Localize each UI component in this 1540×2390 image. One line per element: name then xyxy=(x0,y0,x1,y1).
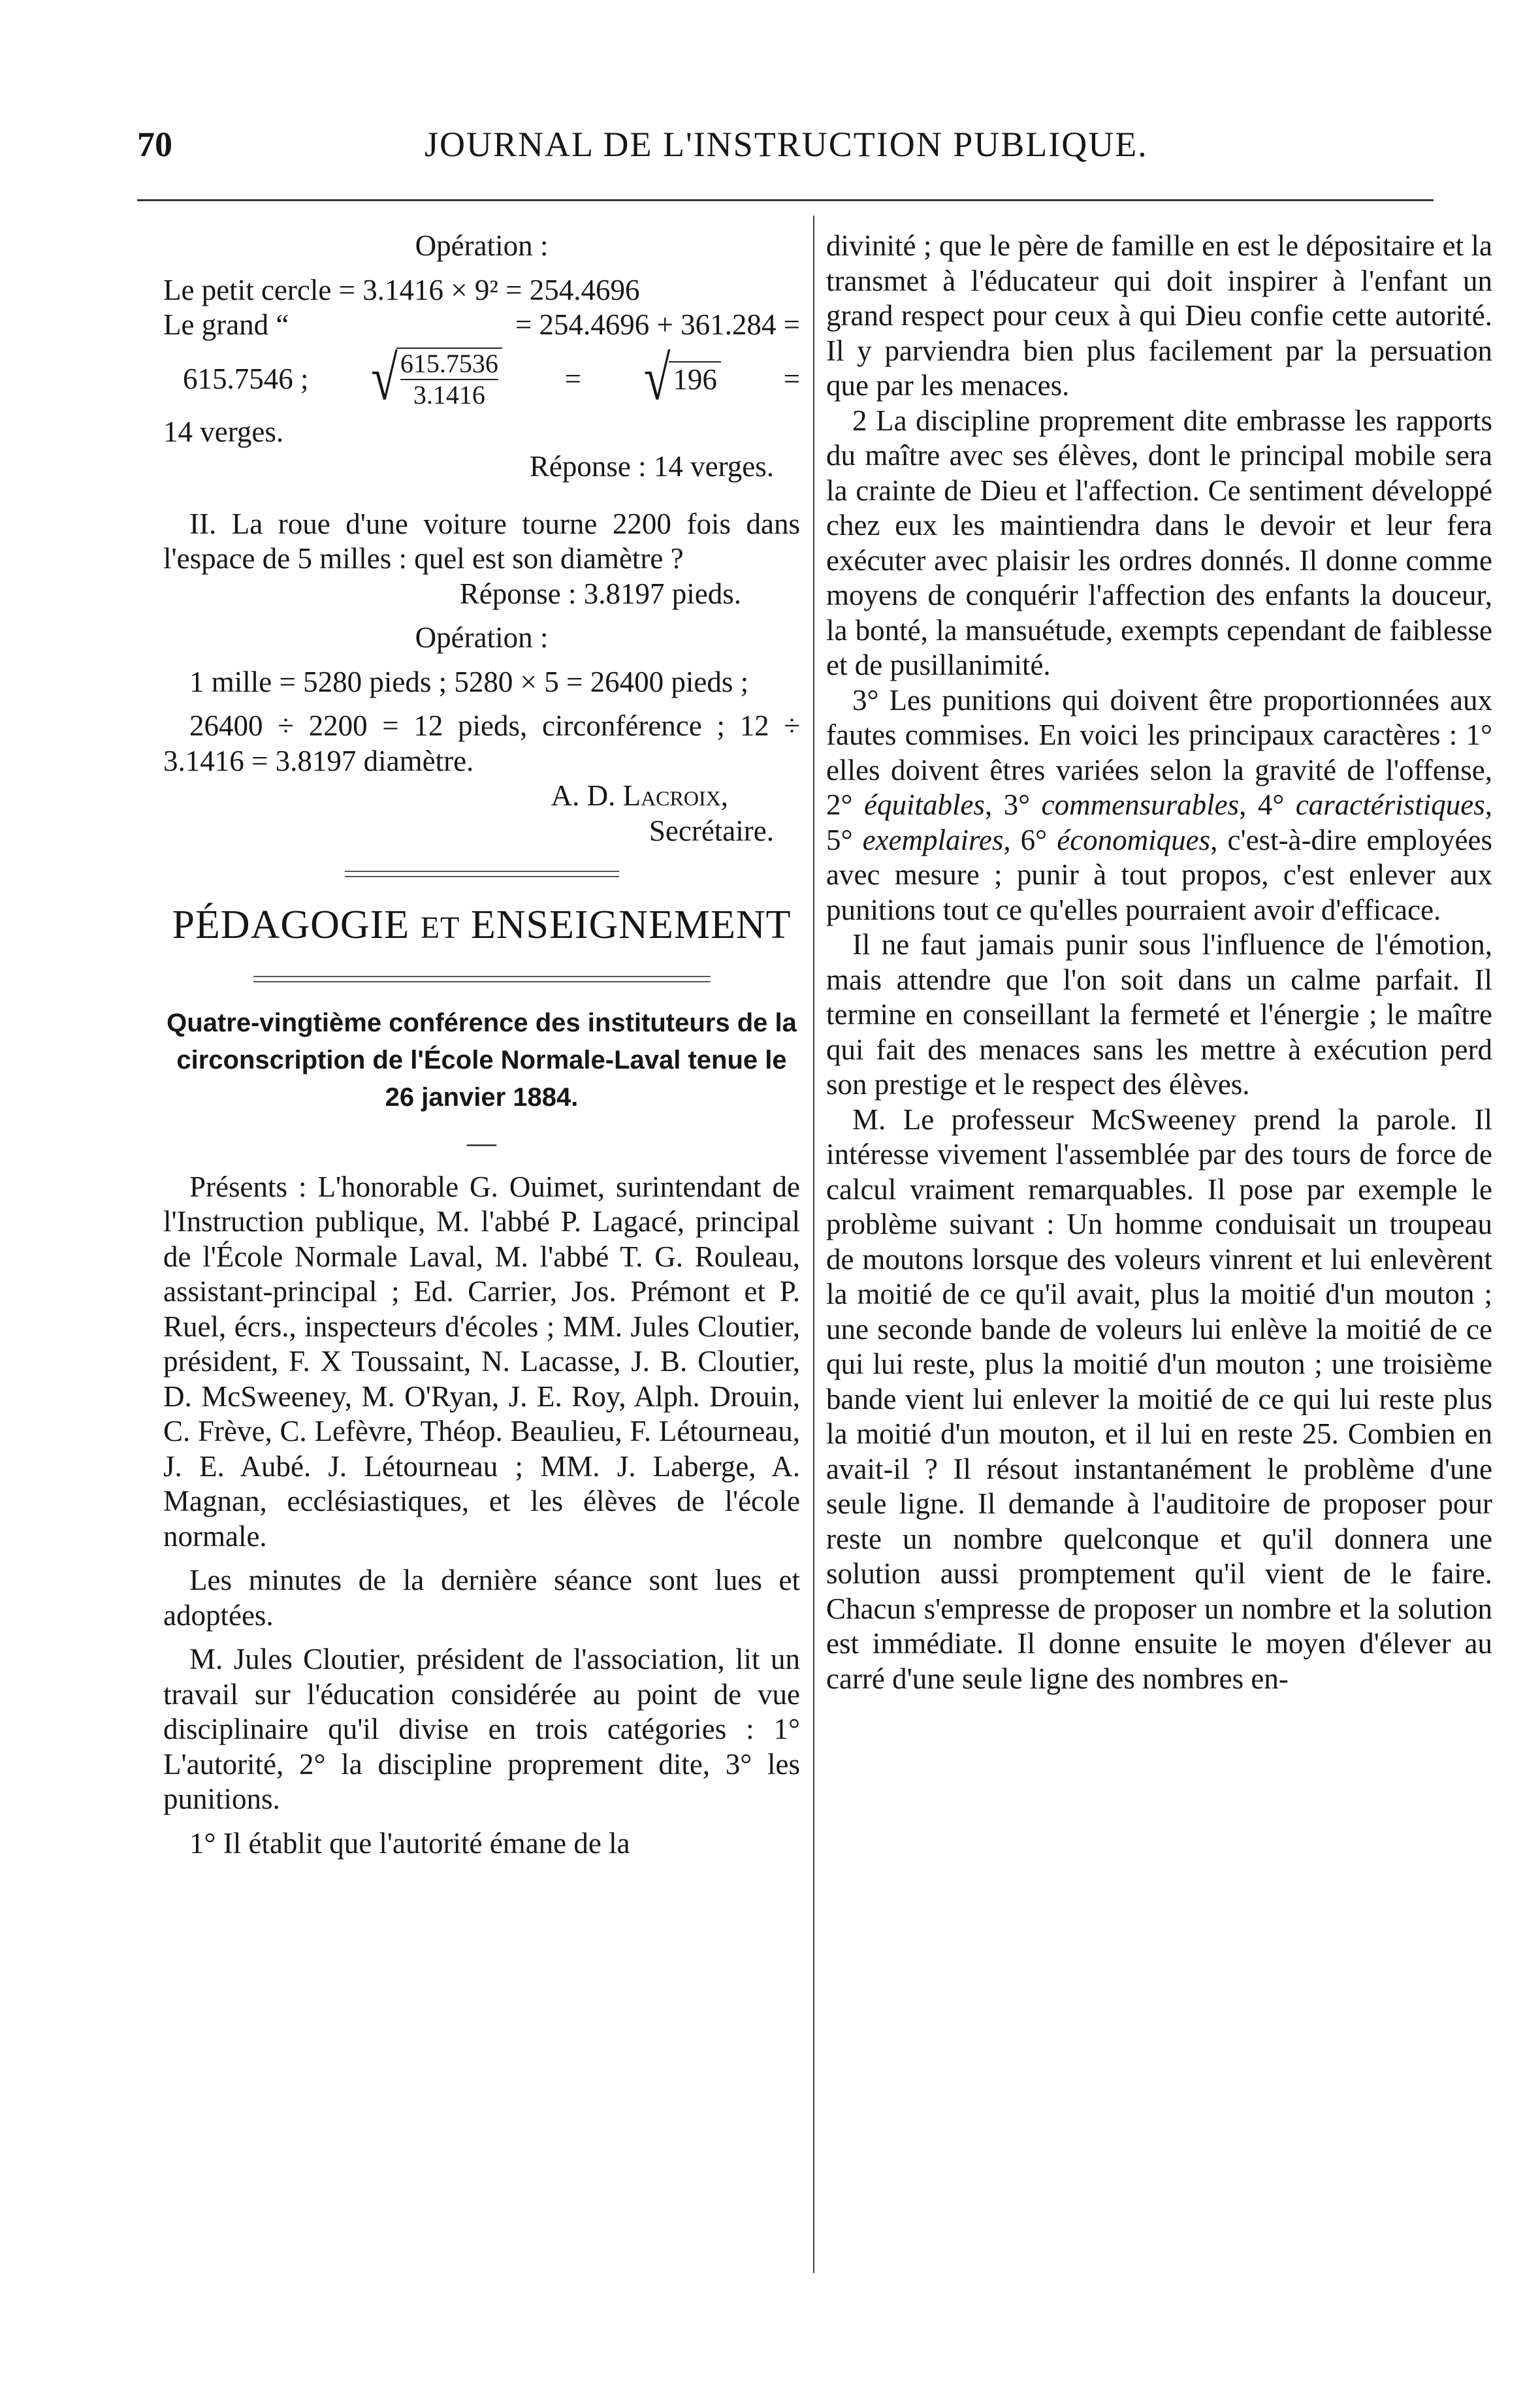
left-column xyxy=(163,229,800,2253)
dash-separator: — xyxy=(467,1126,496,1159)
header-rule xyxy=(137,199,1434,201)
running-head xyxy=(137,124,1176,176)
radical-fraction xyxy=(371,344,502,413)
radical-value xyxy=(643,344,721,413)
signature-name: A. D. Lacroix, xyxy=(551,779,728,812)
section-title-word: PÉDAGOGIE xyxy=(172,903,410,947)
section-separator xyxy=(253,976,711,982)
paragraph: Présents : L'honorable G. Ouimet, surintendant de l'Instruction publique, M. l'abbé P. Lagacé, principal de l'École Normale Laval, M. l'abbé T. G. Rouleau, assistant-principal ; Ed. Carrier, Jos. Prémont et P. Ruel, écrs., inspecteurs d'écoles ; MM. Jules Cloutier, président, F. X Toussaint, N. Lacasse, J. B. Cloutier, D. McSweeney, M. O'Ryan, J. E. Roy, Alph. Drouin, C. Frève, C. Lefèvre, Théop. Beaulieu, F. Létourneau, J. E. Aubé. J. Létourneau ; MM. J. Laberge, A. Magnan, ecclésiastiques, et les élèves de l'école normale. xyxy=(163,1170,800,1553)
paragraph: divinité ; que le père de famille en est le dépositaire et la transmet à l'éducateur qui doit inspirer à l'enfant un grand respect pour ceux à qui Dieu confie cette autorité. Il y parviendra bien plus facilement par la persuation que par les menaces. xyxy=(826,229,1492,402)
equals-sign: = xyxy=(783,362,800,395)
section-title-word: ENSEIGNEMENT xyxy=(470,903,792,947)
operation-text: Le grand “ xyxy=(163,308,289,341)
operation-line: Le petit cercle = 3.1416 × 9² = 254.4696 xyxy=(163,273,640,306)
fraction-denominator: 3.1416 xyxy=(413,379,485,410)
operation-line xyxy=(163,308,800,343)
journal-title: JOURNAL DE L'INSTRUCTION PUBLIQUE. xyxy=(425,125,1148,164)
paragraph: 3° Les punitions qui doivent être proportionnées aux fautes commises. En voici les principaux caractères : 1° elles doivent êtres variées selon la gravité de l'offense, 2° équitables, 3° commensurables, 4° caractéristiques, 5° exemplaires, 6° économiques, c'est-à-dire employées avec mesure ; punir à tout propos, c'est enlever aux punitions tout ce qu'elles pourraient avoir d'efficace. xyxy=(826,683,1493,926)
equals-sign: = xyxy=(564,362,581,395)
operation-heading: Opération : xyxy=(415,229,549,262)
fraction-numerator: 615.7536 xyxy=(400,349,498,380)
answer-line: Réponse : 3.8197 pieds. xyxy=(459,577,741,610)
signature-title: Secrétaire. xyxy=(649,814,774,847)
paragraph: Les minutes de la dernière séance sont lues et adoptées. xyxy=(163,1564,800,1632)
section-title-word: ET xyxy=(420,911,460,945)
answer-line: Réponse : 14 verges. xyxy=(529,450,774,483)
paragraph: 1° Il établit que l'autorité émane de la xyxy=(189,1826,630,1860)
operation-text: = 254.4696 + 361.284 = xyxy=(515,308,800,341)
paragraph: Il ne faut jamais punir sous l'influence de l'émotion, mais attendre que l'on soit dans un calme parfait. Il termine en conseillant la fermeté et l'énergie ; le maître qui fait des menaces sans les mettre à exécution perd son prestige et le respect des élèves. xyxy=(826,928,1492,1101)
radical-sign: √ xyxy=(643,344,671,413)
operation-text: 1 mille = 5280 pieds ; 5280 × 5 = 26400 pieds ; xyxy=(189,665,749,698)
paragraph: M. Le professeur McSweeney prend la parole. Il intéresse vivement l'assemblée par des tours de force de calcul vraiment remarquables. Il pose par exemple le problème suivant : Un homme conduisait un troupeau de moutons lorsque des voleurs vinrent et lui enlevèrent la moitié de ce qu'il avait, plus la moitié d'un mouton ; une seconde bande de voleurs lui enlève la moitié de ce qui lui reste, plus la moitié d'un mouton ; une troisième bande vient lui enlever la moitié de ce qui lui reste plus la moitié d'un mouton, et il lui en reste 25. Combien en avait-il ? Il résout instantanément le problème d'une seule ligne. Il demande à l'auditoire de proposer pour reste un nombre quelconque et qu'il donnera une solution aussi promptement qu'il vient de le faire. Chacun s'empresse de proposer un nombre et la solution est immédiate. Il donne ensuite le moyen d'élever au carré d'une seule ligne des nombres en- xyxy=(826,1103,1492,1695)
operation-result: 14 verges. xyxy=(163,415,284,448)
operation-heading: Opération : xyxy=(415,621,549,654)
section-title xyxy=(163,899,800,954)
fraction xyxy=(396,347,502,410)
radical-sign: √ xyxy=(371,344,398,413)
operation-value: 615.7546 ; xyxy=(183,362,309,395)
page-number: 70 xyxy=(137,125,172,164)
column-divider xyxy=(813,216,814,2273)
square-root-expression xyxy=(163,343,800,415)
paragraph: M. Jules Cloutier, président de l'association, lit un travail sur l'éducation considérée au point de vue disciplinaire qu'il divise en trois catégories : 1° L'autorité, 2° la discipline proprement dite, 3° les punitions. xyxy=(163,1643,800,1815)
problem-text: II. La roue d'une voiture tourne 2200 fois dans l'espace de 5 milles : quel est son diamètre ? xyxy=(163,507,800,575)
right-column xyxy=(826,229,1492,2253)
operation-text: 26400 ÷ 2200 = 12 pieds, circonférence ; 12 ÷ 3.1416 = 3.8197 diamètre. xyxy=(163,709,800,777)
paragraph: 2 La discipline proprement dite embrasse les rapports du maître avec ses élèves, dont le principal mobile sera la crainte de Dieu et l'affection. Ce sentiment développé chez eux les maintiendra dans le devoir et leur fera exécuter avec plaisir les ordres donnés. Il donne comme moyens de conquérir l'affection des enfants la douceur, la bonté, la mansuétude, exempts cependant de faiblesse et de pusillanimité. xyxy=(826,404,1492,681)
radicand: 196 xyxy=(669,361,721,396)
conference-subtitle: Quatre-vingtième conférence des instituteurs de la circonscription de l'École Normale-Laval tenue le 26 janvier 1884. xyxy=(167,1009,797,1112)
section-separator xyxy=(345,871,619,877)
